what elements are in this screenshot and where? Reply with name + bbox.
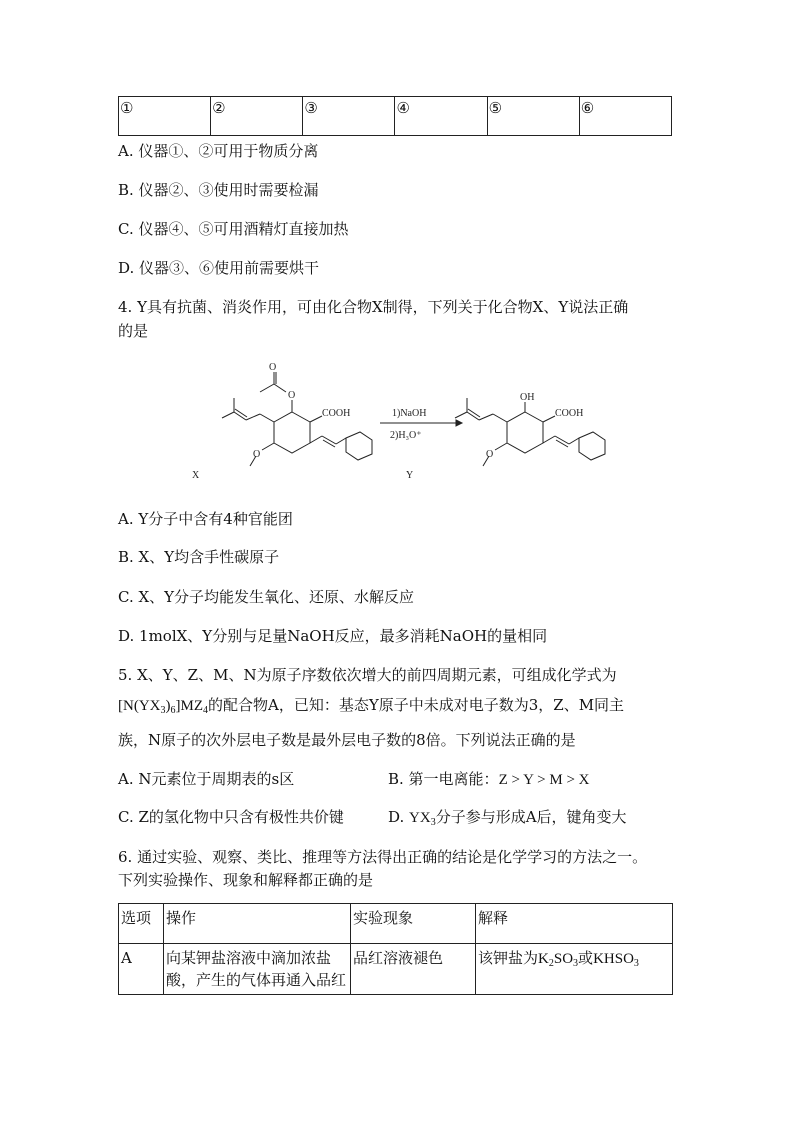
y-oh-label: OH [520, 392, 535, 403]
header-phenomenon: 实验现象 [351, 904, 476, 944]
apparatus-cell-4: ④ [395, 97, 487, 136]
q4-option-b: B. X、Y均含手性碳原子 [118, 548, 280, 566]
reagent-2: 2)H₃O⁺ [390, 430, 422, 441]
q4-option-a: A. Y分子中含有4种官能团 [118, 510, 293, 528]
q3-option-b: B. 仪器②、③使用时需要检漏 [118, 181, 319, 199]
apparatus-table [118, 96, 672, 136]
q4-stem-line2: 的是 [118, 322, 149, 340]
experiment-table [118, 903, 673, 995]
q5-stem-line1: 5. X、Y、Z、M、N为原子序数依次增大的前四周期元素，可组成化学式为 [118, 666, 617, 684]
x-carbonyl-o: O [269, 362, 277, 373]
reaction-scheme [110, 356, 584, 486]
row-a-phenomenon: 品红溶液褪色 [351, 944, 476, 995]
apparatus-cell-6: ⑥ [579, 97, 671, 136]
x-benzene-ring [274, 412, 310, 453]
header-explanation: 解释 [476, 904, 673, 944]
apparatus-cell-1: ① [119, 97, 211, 136]
q3-option-a: A. 仪器①、②可用于物质分离 [118, 142, 319, 160]
x-ester-o: O [288, 390, 296, 401]
apparatus-cell-3: ③ [303, 97, 395, 136]
reagent-1: 1)NaOH [392, 408, 427, 419]
header-operation: 操作 [164, 904, 351, 944]
x-phenyl-ring [346, 432, 372, 460]
x-methoxy-o: O [253, 449, 261, 460]
q5-option-d: D. $YX_3$分子参与形成A后，键角变大 [388, 808, 627, 828]
row-a-option: A [119, 944, 164, 995]
row-a-operation: 向某钾盐溶液中滴加浓盐 酸，产生的气体再通入品红 [164, 944, 351, 995]
q4-option-d: D. 1molX、Y分别与足量NaOH反应，最多消耗NaOH的量相同 [118, 627, 548, 645]
q5-stem-line2: $[N(YX_3)_6]MZ_4$的配合物A，已知：基态Y原子中未成对电子数为3，Z、M同主 [118, 696, 625, 716]
y-cooh-label: COOH [555, 408, 584, 419]
y-phenyl-ring [579, 432, 605, 460]
q5-stem-line3: 族，N原子的次外层电子数是最外层电子数的8倍。下列说法正确的是 [118, 731, 576, 749]
yx3-formula: $YX_3$ [409, 810, 436, 828]
apparatus-cell-5: ⑤ [487, 97, 579, 136]
y-benzene-ring [507, 412, 543, 453]
complex-formula: $[N(YX_3)_6]MZ_4$ [118, 698, 208, 716]
q4-stem-line1: 4. Y具有抗菌、消炎作用，可由化合物X制得，下列关于化合物X、Y说法正确 [118, 298, 629, 316]
q5-option-c: C. Z的氢化物中只含有极性共价键 [118, 808, 344, 826]
q3-option-c: C. 仪器④、⑤可用酒精灯直接加热 [118, 220, 349, 238]
q4-option-c: C. X、Y分子均能发生氧化、还原、水解反应 [118, 588, 415, 606]
q6-stem-line2: 下列实验操作、现象和解释都正确的是 [118, 871, 374, 889]
x-compound-label: X [192, 470, 200, 481]
q3-option-d: D. 仪器③、⑥使用前需要烘干 [118, 259, 320, 277]
x-cooh-label: COOH [322, 408, 351, 419]
row-a-explanation: 该钾盐为$K_2SO_3$或$KHSO_3$ [476, 944, 673, 995]
q6-stem-line1: 6. 通过实验、观察、类比、推理等方法得出正确的结论是化学学习的方法之一。 [118, 848, 648, 866]
q5-option-a: A. N元素位于周期表的s区 [118, 770, 295, 788]
q5-option-b: B. 第一电离能：Z > Y > M > X [388, 770, 590, 788]
apparatus-cell-2: ② [211, 97, 303, 136]
y-methoxy-o: O [486, 449, 494, 460]
header-option: 选项 [119, 904, 164, 944]
y-compound-label: Y [406, 470, 414, 481]
